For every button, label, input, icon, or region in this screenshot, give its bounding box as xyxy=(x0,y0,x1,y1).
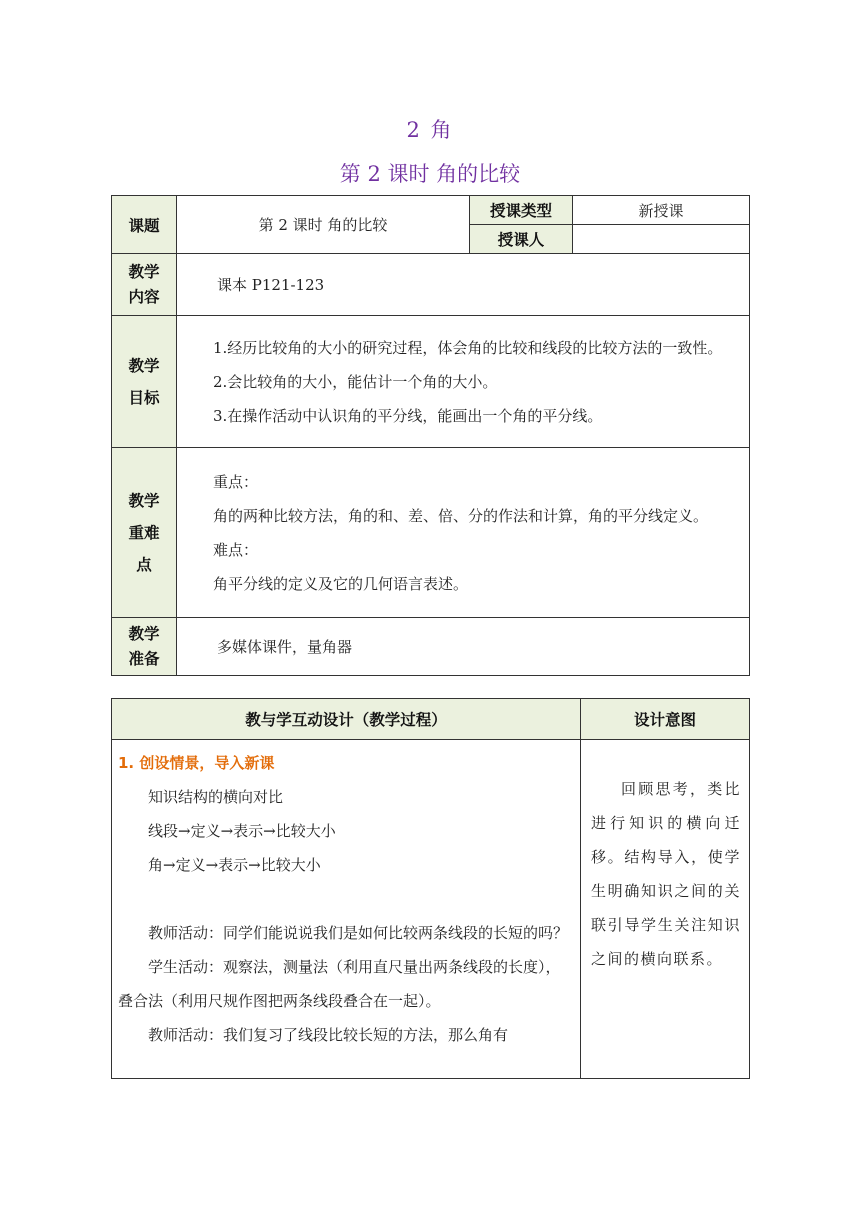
difficulty-text: 角平分线的定义及它的几何语言表述。 xyxy=(213,574,469,593)
goal-1: 1.经历比较角的大小的研究过程，体会角的比较和线段的比较方法的一致性。 xyxy=(213,338,723,357)
process-header: 教与学互动设计（教学过程） xyxy=(112,699,581,740)
lesson-info-table xyxy=(111,195,750,676)
topic-label: 课题 xyxy=(112,196,177,254)
difficulty-title: 难点： xyxy=(213,540,259,559)
process-line-3: 角→定义→表示→比较大小 xyxy=(148,856,321,874)
intent-header: 设计意图 xyxy=(581,699,750,740)
section-title: 1. 创设情景，导入新课 xyxy=(118,754,275,772)
teacher-activity-2: 教师活动：我们复习了线段比较长短的方法，那么角有 xyxy=(148,1026,509,1044)
type-value: 新授课 xyxy=(573,196,750,225)
intent-cell xyxy=(581,740,750,1079)
prep-label: 教学准备 xyxy=(112,618,177,676)
prep-value: 多媒体课件，量角器 xyxy=(177,618,750,676)
key-text: 角的两种比较方法，角的和、差、倍、分的作法和计算，角的平分线定义。 xyxy=(213,506,709,525)
topic-value: 第 2 课时 角的比较 xyxy=(177,196,470,254)
process-line-2: 线段→定义→表示→比较大小 xyxy=(148,822,336,840)
process-table xyxy=(111,698,750,1079)
process-line-1: 知识结构的横向对比 xyxy=(148,788,284,806)
teacher-value xyxy=(573,225,750,254)
goals-label: 教学目标 xyxy=(112,316,177,448)
chapter-title: 2 角 xyxy=(406,118,454,142)
design-intent-text: 回顾思考，类比进行知识的横向迁移。结构导入，使学生明确知识之间的关联引导学生关注知识之间的横向联系。 xyxy=(591,780,741,968)
goal-3: 3.在操作活动中认识角的平分线，能画出一个角的平分线。 xyxy=(213,406,603,425)
goal-2: 2.会比较角的大小，能估计一个角的大小。 xyxy=(213,372,498,391)
student-activity-1: 学生活动：观察法，测量法（利用直尺量出两条线段的长度），叠合法（利用尺规作图把两条线段叠合在一起）。 xyxy=(118,958,561,1010)
content-label: 教学内容 xyxy=(112,254,177,316)
content-value: 课本 P121-123 xyxy=(177,254,750,316)
process-cell xyxy=(112,740,581,1079)
key-title: 重点： xyxy=(213,472,259,491)
type-label: 授课类型 xyxy=(470,196,573,225)
teacher-activity-1: 教师活动：同学们能说说我们是如何比较两条线段的长短的吗？ xyxy=(148,924,569,942)
teacher-label: 授课人 xyxy=(470,225,573,254)
lesson-title: 第 2 课时 角的比较 xyxy=(339,162,521,186)
keypoints-cell xyxy=(177,448,750,618)
keypoints-label: 教学重难点 xyxy=(112,448,177,618)
goals-cell xyxy=(177,316,750,448)
